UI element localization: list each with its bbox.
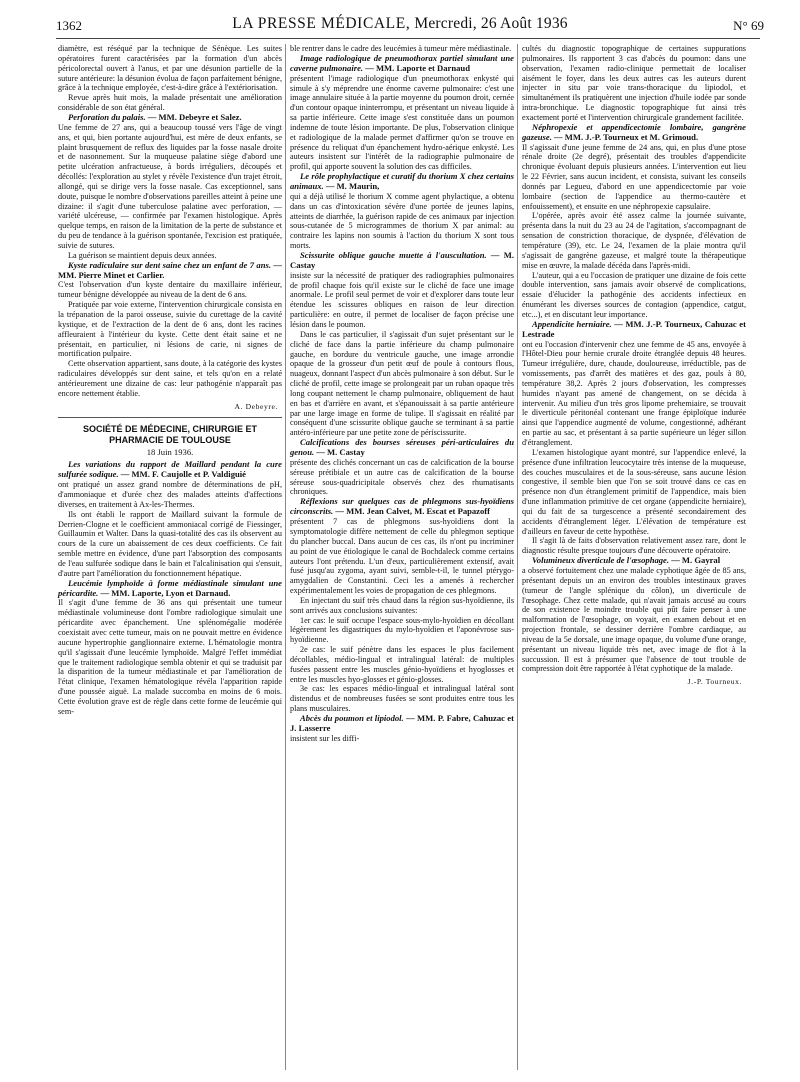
society-heading: SOCIÉTÉ DE MÉDECINE, CHIRURGIE ET PHARMACIE DE TOULOUSE: [82, 424, 258, 446]
article-heading: Kyste radiculaire sur dent saine chez un enfant de 7 ans. — MM. Pierre Minet et Carlier.: [58, 259, 282, 280]
paragraph: présentent l'image radiologique d'un pneumothorax enkysté qui simule à s'y méprendre une énorme caverne pulmonaire: c'est une image annulaire située à la partie moyenne du poumon droit, cernée d'un contour opaque ininterrompu, et présentant un niveau liquide à sa partie inférieure. Cette image s'est constituée dans un poumon indemne de toute lésion importante. De plus, l'observation clinique et radiologique de la malade permet d'affirmer qu'on se trouve en présence du reliquat d'un épanchement hydro-aérique enkysté. Les auteurs insistent sur l'intérêt de la radiographie pulmonaire de profil, qui apporte souvent la solution des cas difficiles.: [290, 73, 514, 172]
paragraph: insistent sur les diffi-: [290, 733, 360, 743]
paragraph: Revue après huit mois, la malade présentait une amélioration considérable de son état général.: [58, 93, 282, 113]
paragraph: C'est l'observation d'un kyste dentaire du maxillaire inférieur, tumeur bénigne développée au niveau de la dent de 6 ans.: [58, 280, 282, 300]
paragraph: Ils ont établi le rapport de Maillard suivant la formule de Derrien-Clogne et le coefficient ammoniacal corrigé de Fiessinger, Guillaumin et Walter. Dans la quasi-totalité des cas ils observent au cours de la cure un abaissement de ces deux coefficients. Ce fait semble mettre en évidence, d'une part l'absorption des composants de l'eau sulfurée sodique dans le bain et l'alcalinisation qui s'ensuit, d'autre part l'amélioration du fonctionnement hépatique.: [58, 509, 282, 578]
paragraph: ont eu l'occasion d'intervenir chez une femme de 45 ans, envoyée à l'Hôtel-Dieu pour hernie crurale droite étranglée depuis 48 heures. Tumeur irréguliére, dure, chaude, douloureuse, irréductible, pas de vomissements, pas d'arrêt des matières et des gaz, pouls à 80, température 38,2. Après 2 jours d'observation, les compresses humides n'ayant pas amené de changement, on se décida à intervenir. Au milieu d'un très gros lipome prehemiaire, se trouvait le diverticule péritonéal contenant une frange épiploïque indurée ainsi que l'appendice augmenté de volume, congestionné, adhérant en partie au sac, et présentant à sa partie supérieure un léger sillon d'étranglement.: [522, 339, 746, 447]
article-heading: Leucémie lymphoïde à forme médiastinale simulant une péricardite. — MM. Laporte, Lyon et Darnaud.: [58, 577, 282, 598]
paragraph: Pratiquée par voie externe, l'intervention chirurgicale consista en la trépanation de la paroi osseuse, suivie du curettage de la cavité kystique, et de l'extraction de la dent de 6 ans, dont les racines affleuraient à l'intérieur du kyste. Cette dent était saine et ne présentait, en particulier, ni lésions de carie, ni signes de mortification pulpaire.: [58, 300, 282, 359]
paragraph: La guérison se maintient depuis deux années.: [68, 250, 217, 260]
society-date: 18 Juin 1936.: [146, 447, 194, 458]
paragraph: cultés du diagnostic topographique de certaines suppurations pulmonaires. Ils rapportent 3 cas d'abcès du poumon: dans une observation, l'examen radio-clinique permettait de localiser aisément le foyer, dans les deux autres cas les auteurs durent injecter in situ par voie trans-thoracique du lipiodol, et simultanément ils pratiquèrent une injection d'huile iodée par sonde intra-bronchique. Le diagnostic topographique fut ainsi très exactement porté et l'intervention chirurgicale grandement facilitée.: [522, 44, 746, 122]
header-rule: [56, 38, 760, 39]
column-divider: [517, 44, 518, 1070]
article-heading: Le rôle prophylactique et curatif du thorium X chez certains animaux. — M. Maurin,: [290, 171, 514, 191]
issue-number: N° 69: [733, 18, 764, 33]
article-heading: Réflexions sur quelques cas de phlegmons sus-hyoïdiens circonscrits. — MM. Jean Calvet, M. Escat et Papazoff: [290, 496, 514, 517]
paragraph: qui a déjà utilisé le thorium X comme agent phylactique, a obtenu dans un cas d'intoxication sévère d'une portée de jeunes lapins, atteints de diarrhée, la guérison rapide de ces animaux par injection sous-cutanée de 5 microgrammes de thorium X par animal: au contraire les lapins non soumis à l'action du thorium X sont tous morts.: [290, 191, 514, 251]
paragraph: ble rentrer dans le cadre des leucémies à tumeur mère médiastinale.: [290, 44, 512, 53]
paragraph: présente des clichés concernant un cas de calcification de la bourse séreuse prétibiale et un autre cas de calcification de la bourse séreuse sous-quadricipitale observés chez des rhumatisants chroniques.: [290, 457, 514, 497]
paragraph: ont pratiqué un assez grand nombre de déterminations de pH, d'ammoniaque et d'urée chez des malades atteints d'affections diverses, en traitement à Ax-les-Thermes.: [58, 480, 282, 509]
article-heading: Scissurite oblique gauche muette à l'auscultation. — M. Castay: [290, 249, 514, 270]
paragraph: Cette observation appartient, sans doute, à la catégorie des kystes radiculaires développés sur dent saine, et tels qu'on en a relaté antérieurement une dizaine de cas: leur pathogénie n'apparaît pas encore nettement établie.: [58, 359, 282, 398]
page-header: [36, 12, 764, 38]
paragraph: insiste sur la nécessité de pratiquer des radiographies pulmonaires de profil chaque fois qu'il existe sur le cliché de face une image anormale. Le profil seul permet de voir et d'explorer dans toute leur étendue les scissures obliques en raison de leur direction particulière: en outre, il permet de localiser de façon précise une lésion dans le poumon.: [290, 270, 514, 329]
section-rule: [58, 417, 282, 418]
article-heading: Les variations du rapport de Maillard pendant la cure sulfurée sodique. — MM. F. Caujolle et P. Valdiguié: [58, 459, 282, 480]
article-heading: Image radiologique de pneumothorax partiel simulant une caverne pulmonaire. — MM. Laporte et Darnaud: [290, 52, 514, 73]
column-3: [522, 44, 746, 693]
paragraph: L'examen histologique ayant montré, sur l'appendice enlevé, la présence d'une infiltration leucocytaire très intense de la muqueuse, des couches musculaires et de la sous-séreuse, sans aucune lésion congestive, il semble bien que l'on se soit trouvé dans ce cas en présence non d'un étranglement primitif de l'appendice, mais bien d'une inflammation primitive de cet organe (appendicite herniaire), qui du fait de sa turgescence a présenté secondairement des accidents d'étranglement léger. L'élévation de température est d'ailleurs en faveur de cette hypothèse.: [522, 447, 746, 536]
article-heading: Appendicite herniaire. — MM. J.-P. Tourneux, Cahuzac et Lestrade: [522, 318, 746, 339]
journal-title: LA PRESSE MÉDICALE, Mercredi, 26 Août 1936: [232, 15, 568, 32]
paragraph: Il s'agit là de faits d'observation relativement assez rare, dont le diagnostic résulte presque toujours d'une découverte opératoire.: [522, 536, 746, 556]
paragraph: 3e cas: les espaces médio-lingual et intralingual latéral sont distendus et de nombreuses fusées se sont produites entre tous les plans musculaires.: [290, 684, 514, 714]
paragraph: Dans le cas particulier, il s'agissait d'un sujet présentant sur le cliché de face dans la partie inférieure du champ pulmonaire gauche, en bordure du ventricule gauche, une image arrondie opaque de la grosseur d'un petit œuf de poule à contours flous, nuageux, donnant l'aspect d'un abcès pulmonaire à son début. Sur le cliché de profil, cette image se prolongeait par un ruban opaque très long coupant nettement le champ pulmonaire, obliquement de haut en bas et d'arrière en avant, et s'épanouissait à sa partie antérieure par une large image en forme de tulipe. Il s'agissait en réalité par conséquent d'une scissurite oblique gauche se terminant à sa partie antéro-inférieure par une petite zone de périscissurite.: [290, 329, 514, 438]
page-number: 1362: [56, 18, 82, 33]
paragraph: 1er cas: le suif occupe l'espace sous-mylo-hyoïdien en décollant légèrement les digastriques du mylo-hyoïdien et l'aponévrose sus-hyoïdienne.: [290, 615, 514, 645]
paragraph: L'opérée, après avoir été assez calme la journée suivante, présenta dans la nuit du 23 au 24 de l'agitation, s'accompagnant de sensation de constriction thoracique, de dyspnée, d'élévation de température (39), etc. Le 24, l'examen de la plaie montra qu'il s'agissait de gangrène gazeuse, et malgré toute la thérapeutique mise en œuvre, la malade décéda dans l'après-midi.: [522, 211, 746, 270]
paragraph: Il s'agit d'une femme de 36 ans qui présentait une tumeur médiastinale volumineuse dont l'ombre radiologique simulait une péricardite avec épanchement. Une splénomégalie modérée coexistait avec cette tumeur, mais on ne pouvait mettre en évidence aucune hypertrophie ganglionnaire externe. L'hématologie montra qu'il s'agissait d'une leucémie lymphoïde. Malgré l'effet immédiat que le traitement radiologique sembla obtenir et qui se traduisit par la disparition de la tumeur médiastinale et par l'amélioration de l'état clinique, l'examen hématologique révéla l'apparition rapide d'une poussée aiguë. La malade succomba en moins de 6 mois. Cette évolution grave est de règle dans cette forme de leucémie qui sem-: [58, 598, 282, 716]
paragraph: En injectant du suif très chaud dans la région sus-hyoïdienne, ils sont arrivés aux conclusions suivantes:: [290, 595, 514, 615]
article-heading: Volumineux diverticule de l'œsophage. — M. Gayral: [532, 555, 721, 566]
paragraph: diamètre, est réséqué par la technique de Sénèque. Les suites opératoires furent caractérisées par la formation d'un abcès péricolorectal ouvert à l'anus, et par une désunion partielle de la suture antérieure: la désunion évolua de façon parfaitement bénigne, grâce à la technique employée, c'est-à-dire grâce à l'extériorisation.: [58, 44, 282, 93]
article-heading: Néphropexie et appendicectomie lombaire, gangrène gazeuse. — MM. J.-P. Tourneux et M. Grimoud.: [522, 121, 746, 142]
column-divider: [285, 44, 286, 1070]
signature: A. Debeyre.: [234, 401, 278, 411]
paragraph: Il s'agissait d'une jeune femme de 24 ans, qui, en plus d'une ptose rénale droite (2e degré), présentait des troubles d'appendicite chronique évoluant depuis plusieurs années. L'intervention eut lieu le 22 Février, sans aucun incident, et consista, suivant les conseils donnés par Legueu, d'abord en une appendicectomie par voie lombaire (section de l'appendice au thermo-cautère et enfouissement), et ensuite en une néphropexie capsulaire.: [522, 142, 746, 211]
article-heading: Abcès du poumon et lipiodol. — MM. P. Fabre, Cahuzac et J. Lasserre: [290, 713, 514, 733]
column-1: [58, 44, 282, 717]
article-heading: Perforation du palais. — MM. Debeyre et Salez.: [68, 111, 242, 122]
signature: J.-P. Tourneux.: [687, 677, 742, 687]
paragraph: présentent 7 cas de phlegmons sus-hyoïdiens dont la symptomatologie diffère nettement de celle du phlegmon septique du plancher buccal. Dans aucun de ces cas, ils n'ont pu incriminer au point de vue étiologique le canal de Bochdaleck comme certains auteurs l'ont prétendu. L'un d'eux, particulièrement extensif, avait fusé jusqu'au zygoma, ayant suivi, semble-t-il, le tunnel ptérygo-amygdalien de Constantini. Ceci les a amenés à rechercher expérimentalement les voies de propagation de ces phlegmons.: [290, 517, 514, 596]
column-2: [290, 44, 514, 744]
article-heading: Calcifications des bourses séreuses péri-articulaires du genou. — M. Castay: [290, 437, 514, 458]
paragraph: 2e cas: le suif pénètre dans les espaces le plus facilement décollables, médio-lingual et intralingual latéral: de multiples fusées passent entre les muscles génio-hyoïdiens et hyoglosses et entre les muscles hyo-glosses et génio-glosses.: [290, 645, 514, 684]
paragraph: L'auteur, qui a eu l'occasion de pratiquer une dizaine de fois cette double intervention, sans jamais avoir observé de complications, essaie d'élucider la pathogénie des accidents infectieux en énumérant les diverses sources de contagion (appendice, catgut, etc...), et en discutant leur importance.: [522, 270, 746, 319]
paragraph: a observé fortuitement chez une malade cyphotique âgée de 85 ans, présentant depuis un an environ des troubles intestinaux graves (tumeur de l'angle splénique du côlon), un diverticule de l'œsophage. Chez cette malade, qui n'avait jamais accusé au cours de son existence le moindre trouble qui pût faire penser à une malformation de l'œsophage, on voyait, en examen debout et en projection frontale, se dessiner derrière l'ombre cardiaque, au niveau de la 5e dorsale, une image opaque, du volume d'une orange, présentant un niveau liquide très net, avec image de flot à la succussion. Il est à présumer que l'absence de tout trouble de compression doit être rapportée à l'état cyphotique de la malade.: [522, 566, 746, 674]
paragraph: Une femme de 27 ans, qui a beaucoup toussé vers l'âge de vingt ans, et qui, bien portante aujourd'hui, est mère de deux enfants, se plaint brusquement de reflux des liquides par la fosse nasale droite et de nasonnement. Sur la muqueuse palatine siège d'abord une petite ulcération anfractueuse, à bords irréguliers, découpés et décollés: l'exploration au stylet y révèle l'existence d'un trajet étroit, allongé, qui se dirige vers la fosse nasale. Cas exceptionnel, sans doute, puisque le nombre d'observations pareilles atteint à peine une dizaine: il s'agit d'une tuberculose palatine avec perforation, — variété ulcéreuse, — confirmée par l'examen histologique. Après quelque temps, en raison de la limitation de la perte de substance et du peu de tendance à la guérison spontanée, l'excision est pratiquée, suivie de sutures.: [58, 122, 282, 250]
